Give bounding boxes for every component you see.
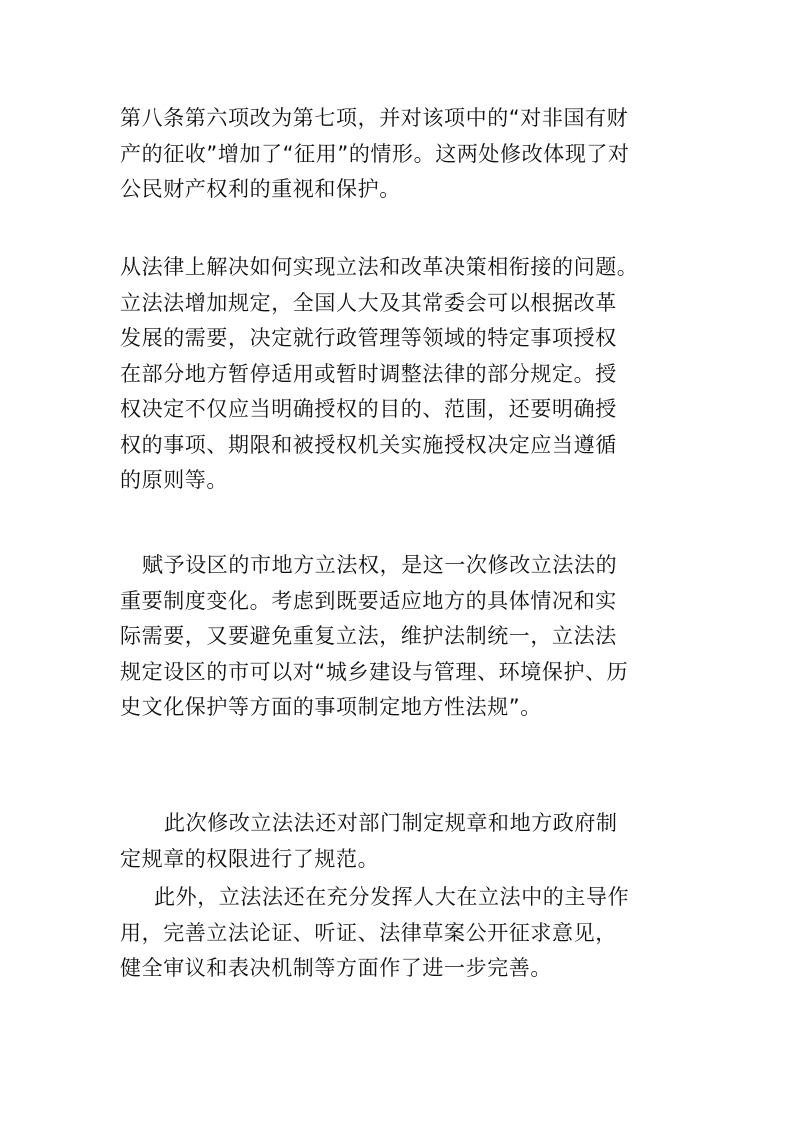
text-line: 的原则等。 [120, 468, 228, 492]
text-line: 赋予设区的市地方立法权，是这一次修改立法法的 [142, 553, 618, 577]
text-line: 产的征收”增加了“征用”的情形。这两处修改体现了对 [120, 141, 630, 166]
paragraph-property-rights [120, 101, 680, 208]
text-line: 权的事项、期限和被授权机关实施授权决定应当遵循 [120, 432, 617, 457]
text-line: 在部分地方暂停适用或暂时调整法律的部分规定。授 [120, 361, 617, 386]
text-line: 重要制度变化。考虑到既要适应地方的具体情况和实 [120, 588, 617, 613]
text-line: 公民财产权利的重视和保护。 [120, 177, 401, 201]
text-line: 史文化保护等方面的事项制定地方性法规”。 [120, 695, 542, 719]
paragraph-legislative-reform [120, 250, 680, 499]
text-line: 立法法增加规定，全国人大及其常委会可以根据改革 [120, 290, 617, 315]
paragraph-regulations [120, 806, 680, 877]
text-line: 权决定不仅应当明确授权的目的、范围，还要明确授 [120, 397, 617, 421]
paragraph-local-legislation [120, 548, 680, 726]
text-line: 第八条第六项改为第七项，并对该项中的“对非国有财 [120, 106, 629, 130]
text-line: 健全审议和表决机制等方面作了进一步完善。 [120, 956, 552, 980]
text-line: 此外，立法法还在充分发挥人大在立法中的主导作 [154, 885, 630, 909]
text-line: 从法律上解决如何实现立法和改革决策相衔接的问题。 [120, 255, 639, 279]
text-line: 发展的需要，决定就行政管理等领域的特定事项授权 [120, 326, 617, 350]
text-line: 此次修改立法法还对部门制定规章和地方政府制 [164, 811, 618, 835]
text-line: 用，完善立法论证、听证、法律草案公开征求意见， [120, 920, 617, 945]
text-line: 规定设区的市可以对“城乡建设与管理、环境保护、历 [120, 659, 629, 684]
paragraph-npc-leading-role [120, 880, 680, 987]
text-line: 际需要，又要避免重复立法，维护法制统一，立法法 [120, 624, 617, 648]
text-line: 定规章的权限进行了规范。 [120, 846, 380, 871]
